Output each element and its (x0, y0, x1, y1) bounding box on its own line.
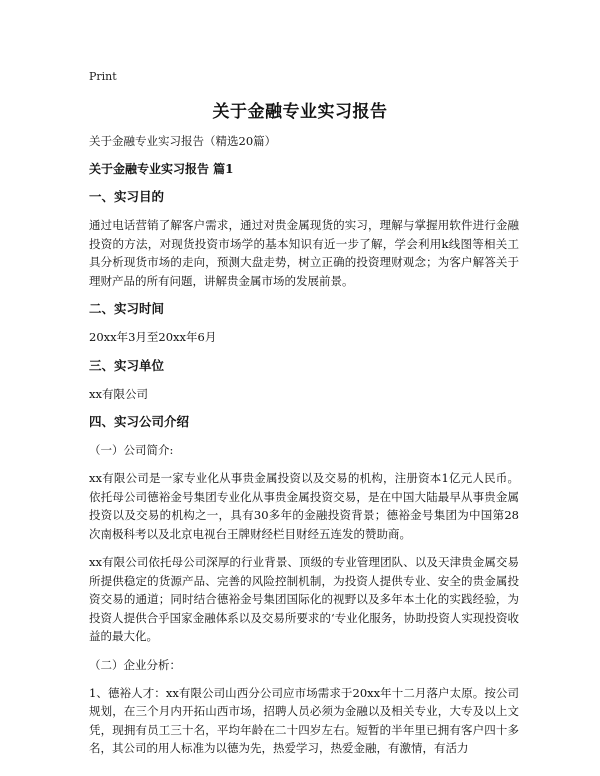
paragraph-company-profile-2: xx有限公司依托母公司深厚的行业背景、顶级的专业管理团队、以及天津贵金属交易所提供稳定的货源产品、完善的风险控制机制，为投资人提供专业、安全的贵金属投资交易的通道；同时结合德裕金号集团国际化的视野以及多年本土化的实践经验，为投资人提供合乎国家金融体系以及交易所要求的‘专业化服务，协助投资人实现投资收益的最大化。 (89, 555, 519, 643)
article-heading: 关于金融专业实习报告 篇1 (89, 162, 234, 176)
subheading-enterprise-analysis: （二）企业分析： (89, 657, 181, 672)
document-body (89, 132, 519, 768)
paragraph-enterprise-analysis-1: 1、德裕人才：xx有限公司山西分公司应市场需求于20xx年十二月落户太原。按公司规划，在三个月内开拓山西市场，招聘人员必须为金融以及相关专业，大专及以上文凭，现拥有员工三十名，平均年龄在二十四岁左右。短暂的半年里已拥有客户四十多名，其公司的用人标准为以德为先，热爱学习，热爱金融，有激情，有活力 (89, 685, 519, 755)
page-title: 关于金融专业实习报告 (212, 102, 388, 122)
print-label: Print (89, 70, 117, 83)
paragraph-company-profile-1: xx有限公司是一家专业化从事贵金属投资以及交易的机构，注册资本1亿元人民币。依托母公司德裕金号集团专业化从事贵金属投资交易，是在中国大陆最早从事贵金属投资以及交易的机构之一，具有30多年的金融投资背景；德裕金号集团为中国第28次南极科考以及北京电视台王牌财经栏目财经五连发的赞助商。 (89, 471, 519, 541)
section-body-unit: xx有限公司 (89, 386, 148, 401)
document-subtitle: 关于金融专业实习报告（精选20篇） (89, 134, 277, 148)
section-body-time: 20xx年3月至20xx年6月 (89, 330, 217, 344)
section-heading-company: 四、实习公司介绍 (89, 414, 190, 429)
subheading-company-profile: （一）公司简介: (89, 443, 174, 457)
section-body-purpose: 通过电话营销了解客户需求，通过对贵金属现货的实习，理解与掌握用软件进行金融投资的方法，对现货投资市场学的基本知识有近一步了解，学会利用k线图等相关工具分析现货市场的走向，预测大盘走势，树立正确的投资理财观念；为客户解答关于理财产品的所有问题，讲解贵金属市场的发展前景。 (89, 218, 519, 288)
section-heading-unit: 三、实习单位 (89, 357, 165, 373)
section-heading-purpose: 一、实习目的 (89, 189, 165, 204)
section-heading-time: 二、实习时间 (89, 301, 165, 316)
